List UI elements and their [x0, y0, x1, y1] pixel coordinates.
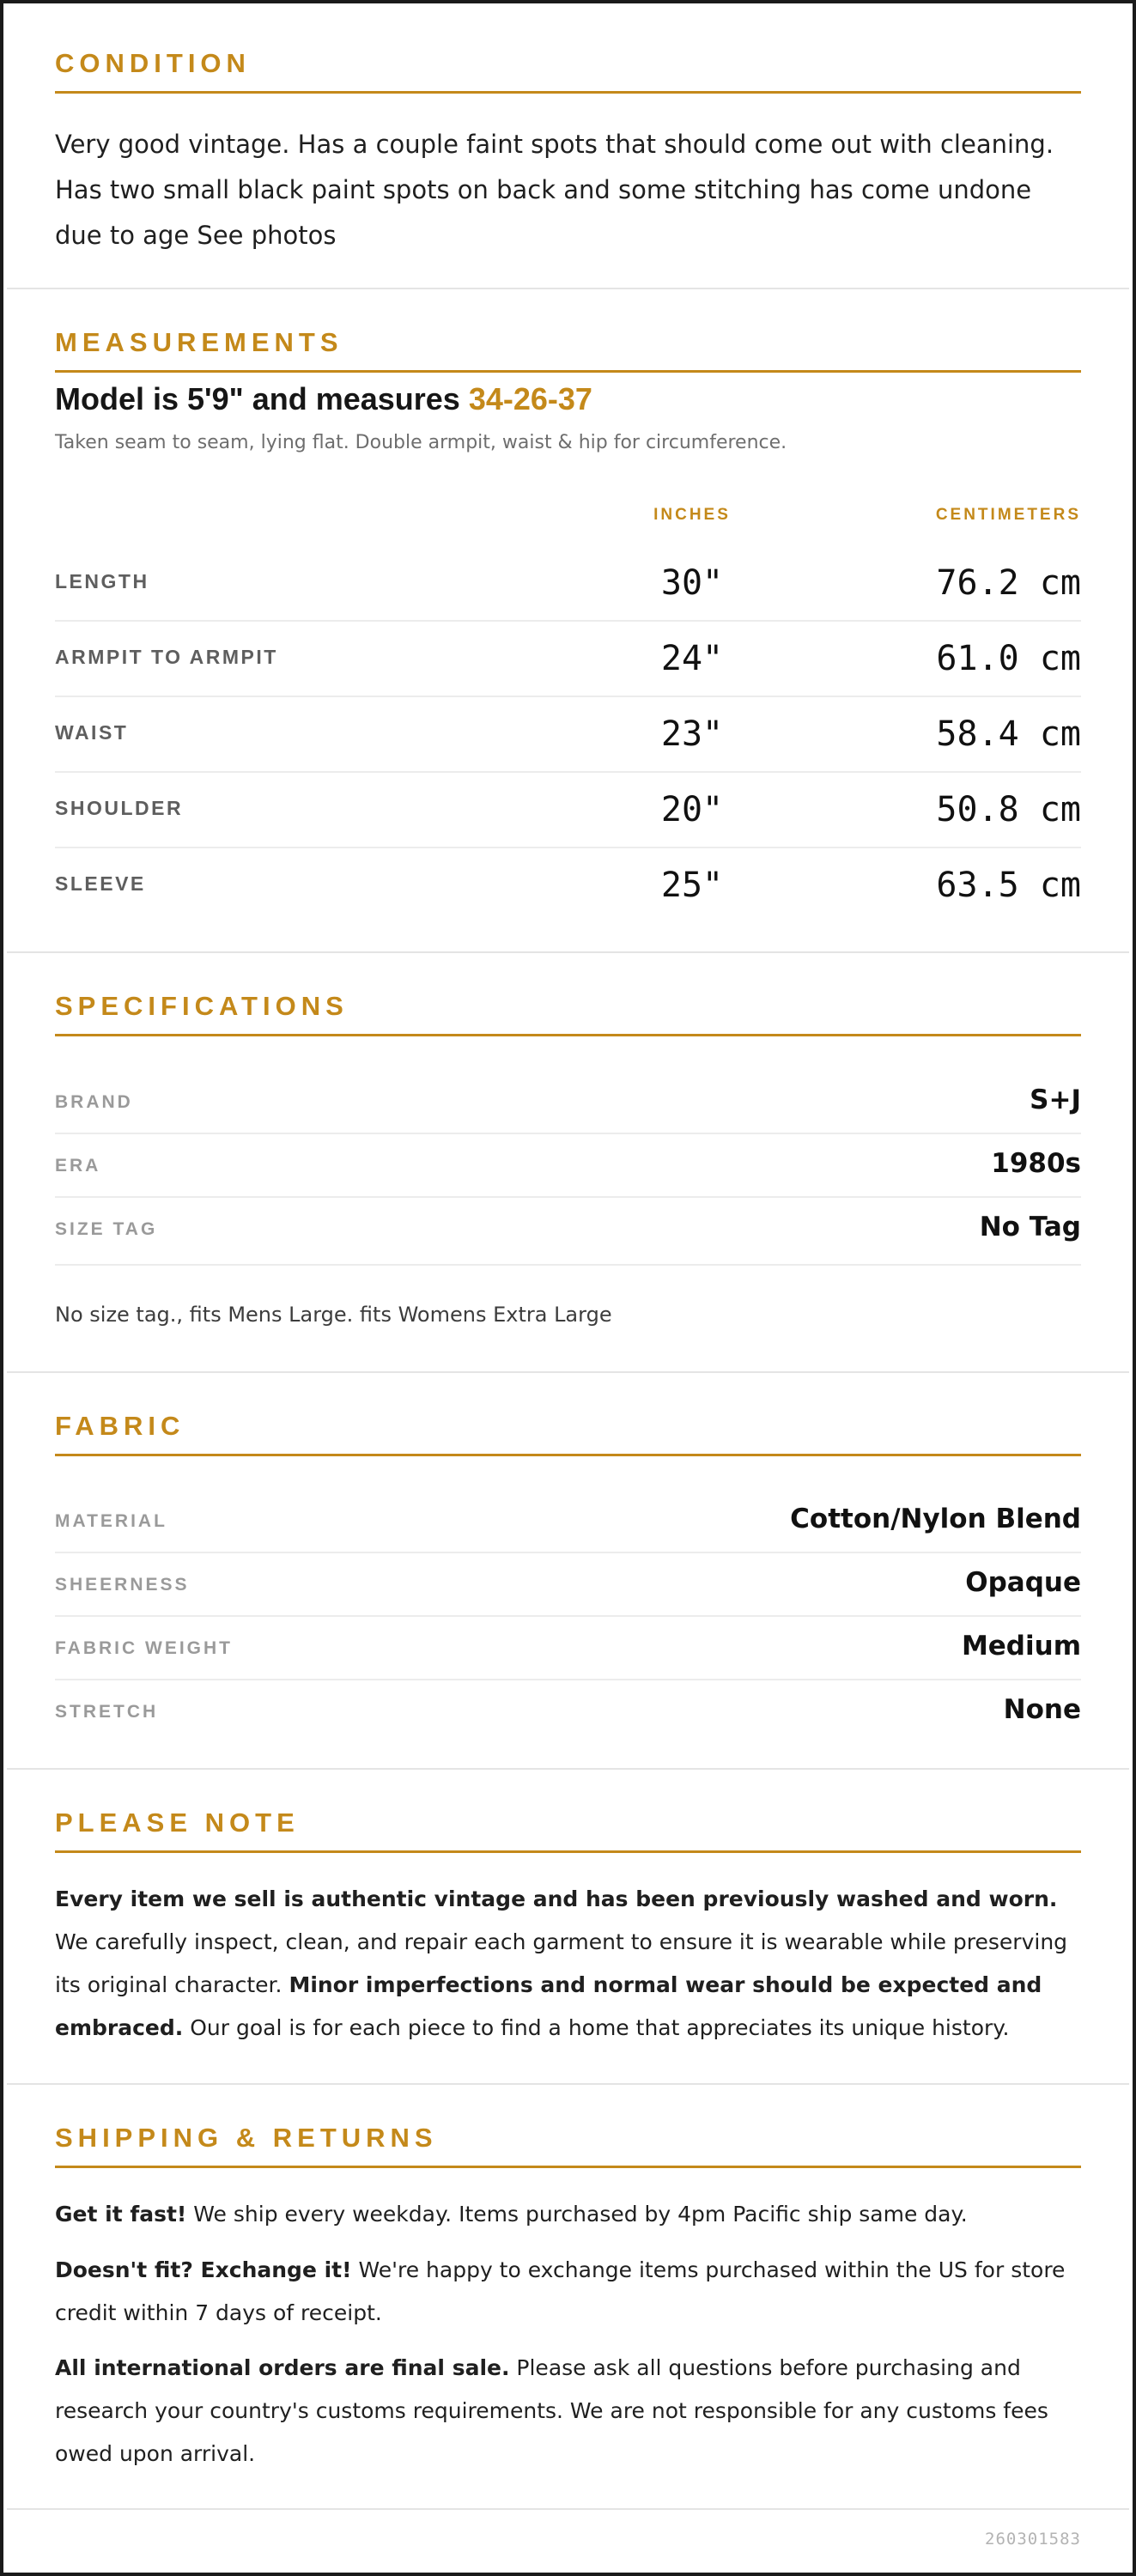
fabric-value: Medium	[961, 1631, 1081, 1662]
measurement-label: WAIST	[55, 721, 129, 744]
shipping-text-3: Please ask all questions before purchasing and research your country's customs requirements. We are not responsible for any customs fees owed upon arrival.	[55, 2355, 1048, 2466]
shipping-section	[7, 2083, 1129, 2510]
note-bold-2: Minor imperfections and normal wear should be expected and embraced.	[55, 1972, 1042, 2040]
measurement-cm: 63.5 cm	[936, 866, 1081, 905]
condition-text: Very good vintage. Has a couple faint spots that should come out with cleaning. Has two small black paint spots on back and some stitching has come undone due to age See photos	[55, 130, 1054, 250]
measurement-inches: 20"	[660, 790, 724, 829]
measurement-cm: 50.8 cm	[936, 790, 1081, 829]
spec-row-era	[55, 1133, 1081, 1198]
fabric-label: STRETCH	[55, 1702, 159, 1722]
fabric-label: SHEERNESS	[55, 1575, 190, 1595]
note-bold-1: Every item we sell is authentic vintage and has been previously washed and worn.	[55, 1886, 1058, 1911]
fabric-label: MATERIAL	[55, 1511, 167, 1531]
measurement-inches: 24"	[660, 639, 724, 678]
spec-value: 1980s	[991, 1148, 1081, 1179]
shipping-paragraph-1	[55, 2193, 1081, 2236]
measurements-subtitle: Taken seam to seam, lying flat. Double armpit, waist & hip for circumference.	[55, 432, 787, 453]
model-info	[55, 381, 592, 417]
please-note-text	[55, 1878, 1081, 2050]
fabric-row-weight	[55, 1615, 1081, 1680]
fabric-value: Opaque	[965, 1567, 1081, 1598]
model-measures: 34-26-37	[468, 381, 592, 416]
measurement-inches: 25"	[660, 866, 724, 905]
measurement-row-sleeve	[55, 847, 1081, 922]
measurement-row-length	[55, 544, 1081, 622]
spec-row-size-tag	[55, 1196, 1081, 1266]
spec-label: ERA	[55, 1156, 101, 1176]
fabric-value: Cotton/Nylon Blend	[790, 1504, 1081, 1534]
spec-label: BRAND	[55, 1092, 133, 1112]
spec-label: SIZE TAG	[55, 1219, 158, 1239]
shipping-bold-2: Doesn't fit? Exchange it!	[55, 2257, 352, 2282]
shipping-text-1: We ship every weekday. Items purchased by 4pm Pacific ship same day.	[186, 2202, 968, 2227]
spec-value: S+J	[1030, 1084, 1081, 1115]
condition-section	[7, 7, 1129, 289]
measurement-label: LENGTH	[55, 570, 149, 592]
specifications-section	[7, 951, 1129, 1373]
inches-column-header: INCHES	[653, 506, 731, 524]
please-note-section	[7, 1768, 1129, 2085]
measurement-inches: 30"	[660, 563, 724, 603]
fabric-row-material	[55, 1488, 1081, 1553]
condition-heading: CONDITION	[55, 48, 1081, 94]
measurement-label: ARMPIT TO ARMPIT	[55, 646, 278, 668]
measurement-row-waist	[55, 696, 1081, 773]
shipping-bold-1: Get it fast!	[55, 2202, 187, 2227]
measurement-cm: 61.0 cm	[936, 639, 1081, 678]
note-text-1: We carefully inspect, clean, and repair each garment to ensure it is wearable while preserving its original character.	[55, 1929, 1068, 1997]
centimeters-column-header: CENTIMETERS	[935, 506, 1081, 524]
fabric-heading: FABRIC	[55, 1411, 1081, 1456]
spec-value: No Tag	[979, 1212, 1081, 1242]
fabric-label: FABRIC WEIGHT	[55, 1638, 233, 1658]
shipping-bold-3: All international orders are final sale.	[55, 2355, 510, 2380]
measurement-label: SHOULDER	[55, 797, 184, 819]
fabric-section	[7, 1371, 1129, 1770]
shipping-text-2: We're happy to exchange items purchased within the US for store credit within 7 days of receipt.	[55, 2257, 1066, 2325]
measurement-inches: 23"	[660, 714, 724, 754]
note-text-2: Our goal is for each piece to find a home that appreciates its unique history.	[183, 2015, 1010, 2040]
measurement-label: SLEEVE	[55, 872, 146, 895]
shipping-paragraph-2	[55, 2249, 1081, 2335]
size-note: No size tag., fits Mens Large. fits Womens Extra Large	[55, 1303, 612, 1327]
fabric-row-stretch	[55, 1679, 1081, 1742]
please-note-heading: PLEASE NOTE	[55, 1807, 1081, 1853]
measurement-cm: 76.2 cm	[936, 563, 1081, 603]
model-prefix: Model is 5'9" and measures	[55, 381, 469, 416]
shipping-heading: SHIPPING & RETURNS	[55, 2123, 1081, 2168]
specifications-heading: SPECIFICATIONS	[55, 991, 1081, 1036]
product-id: 260301583	[985, 2530, 1081, 2549]
measurement-cm: 58.4 cm	[936, 714, 1081, 754]
fabric-value: None	[1003, 1694, 1081, 1725]
spec-row-brand	[55, 1069, 1081, 1134]
measurements-section	[7, 288, 1129, 953]
measurement-row-shoulder	[55, 771, 1081, 848]
shipping-paragraph-3	[55, 2347, 1081, 2476]
measurement-row-armpit	[55, 620, 1081, 697]
fabric-row-sheerness	[55, 1552, 1081, 1617]
measurements-heading: MEASUREMENTS	[55, 327, 1081, 373]
